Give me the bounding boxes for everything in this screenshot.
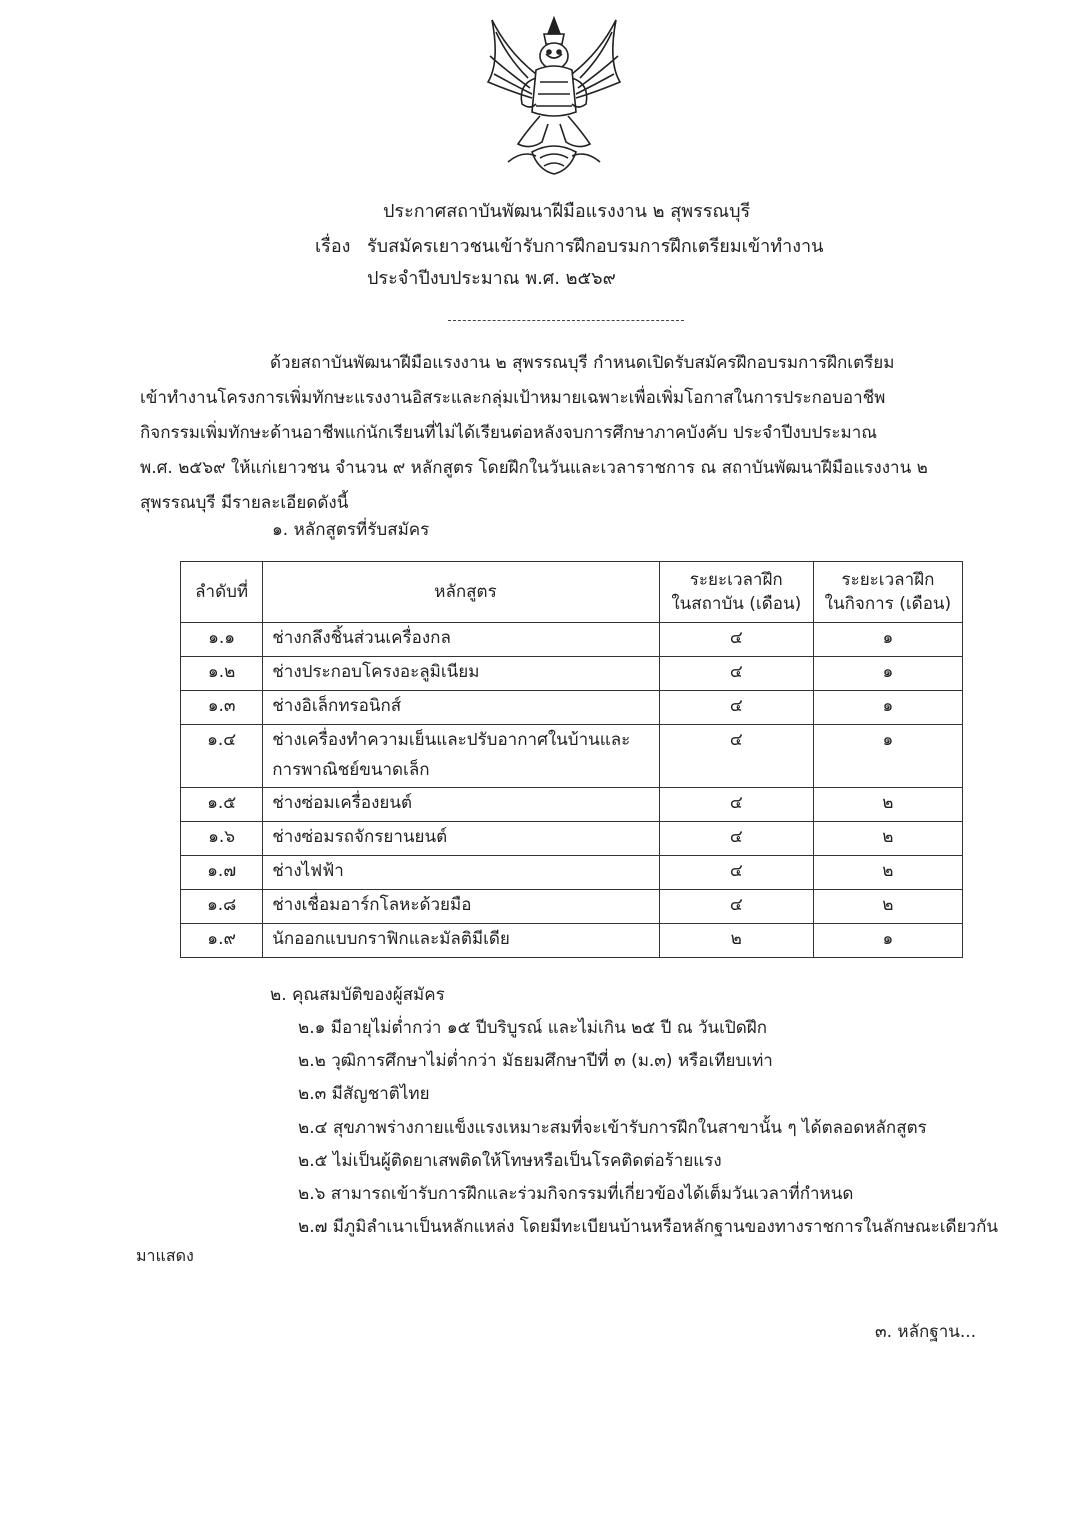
header-ent-line2: ในกิจการ (เดือน) — [824, 594, 952, 614]
intro-line: เข้าทำงานโครงการเพิ่มทักษะแรงงานอิสระและกลุ่มเป้าหมายเฉพาะเพื่อเพิ่มโอกาสในการประกอบอาชีพ — [140, 388, 886, 408]
table-row — [181, 691, 963, 725]
row-ent: ๑ — [813, 623, 962, 657]
garuda-emblem-icon — [478, 12, 630, 178]
qualification-item: ๒.๑ มีอายุไม่ต่ำกว่า ๑๕ ปีบริบูรณ์ และไม่เกิน ๒๕ ปี ณ วันเปิดฝึก — [298, 1018, 768, 1038]
table-header-row — [181, 562, 963, 623]
qualification-item: ๒.๕ ไม่เป็นผู้ติดยาเสพติดให้โทษหรือเป็นโรคติดต่อร้ายแรง — [298, 1151, 722, 1171]
announcement-title: ประกาศสถาบันพัฒนาฝีมือแรงงาน ๒ สุพรรณบุรี — [383, 201, 751, 222]
row-ent: ๒ — [813, 890, 962, 924]
row-no: ๑.๘ — [181, 890, 263, 924]
row-ent: ๑ — [813, 725, 962, 788]
row-inst: ๔ — [659, 856, 813, 890]
row-course: ช่างเชื่อมอาร์กโลหะด้วยมือ — [263, 890, 660, 924]
row-inst: ๔ — [659, 725, 813, 788]
header-divider — [448, 320, 684, 321]
row-inst: ๔ — [659, 890, 813, 924]
header-no: ลำดับที่ — [181, 562, 263, 623]
section1-title: ๑. หลักสูตรที่รับสมัคร — [272, 520, 430, 540]
row-no: ๑.๙ — [181, 924, 263, 958]
row-no: ๑.๕ — [181, 788, 263, 822]
row-course: ช่างซ่อมเครื่องยนต์ — [263, 788, 660, 822]
row-course: ช่างซ่อมรถจักรยานยนต์ — [263, 822, 660, 856]
row-inst: ๔ — [659, 657, 813, 691]
row-no: ๑.๖ — [181, 822, 263, 856]
continuation-text: มาแสดง — [136, 1246, 194, 1265]
row-no: ๑.๓ — [181, 691, 263, 725]
row-course: ช่างประกอบโครงอะลูมิเนียม — [263, 657, 660, 691]
row-inst: ๒ — [659, 924, 813, 958]
header-ent-line1: ระยะเวลาฝึก — [841, 570, 935, 590]
fiscal-year: ประจำปีงบประมาณ พ.ศ. ๒๕๖๙ — [367, 268, 616, 289]
row-course — [263, 725, 660, 788]
row-inst: ๔ — [659, 623, 813, 657]
row-no: ๑.๔ — [181, 725, 263, 788]
row-course: นักออกแบบกราฟิกและมัลติมีเดีย — [263, 924, 660, 958]
header-enterprise-duration — [813, 562, 962, 623]
row-course: ช่างอิเล็กทรอนิกส์ — [263, 691, 660, 725]
header-course: หลักสูตร — [263, 562, 660, 623]
table-row — [181, 890, 963, 924]
qualification-item: ๒.๗ มีภูมิลำเนาเป็นหลักแหล่ง โดยมีทะเบียนบ้านหรือหลักฐานของทางราชการในลักษณะเดียวกัน — [298, 1217, 998, 1237]
table-row — [181, 822, 963, 856]
qualification-item: ๒.๒ วุฒิการศึกษาไม่ต่ำกว่า มัธยมศึกษาปีที่ ๓ (ม.๓) หรือเทียบเท่า — [298, 1051, 773, 1071]
header-inst-line2: ในสถาบัน (เดือน) — [671, 594, 802, 614]
intro-line: พ.ศ. ๒๕๖๙ ให้แก่เยาวชน จำนวน ๙ หลักสูตร โดยฝึกในวันและเวลาราชการ ณ สถาบันพัฒนาฝีมือแรงงาน ๒ — [140, 458, 928, 478]
row-ent: ๒ — [813, 788, 962, 822]
table-row — [181, 623, 963, 657]
courses-table — [180, 561, 963, 958]
subject-label: เรื่อง — [315, 236, 351, 257]
table-row — [181, 924, 963, 958]
qualification-item: ๒.๓ มีสัญชาติไทย — [298, 1084, 430, 1104]
subject-text: รับสมัครเยาวชนเข้ารับการฝึกอบรมการฝึกเตรียมเข้าทำงาน — [367, 236, 824, 257]
qualification-item: ๒.๔ สุขภาพร่างกายแข็งแรงเหมาะสมที่จะเข้ารับการฝึกในสาขานั้น ๆ ได้ตลอดหลักสูตร — [298, 1118, 927, 1138]
row-no: ๑.๗ — [181, 856, 263, 890]
row-ent: ๒ — [813, 822, 962, 856]
qualification-item: ๒.๖ สามารถเข้ารับการฝึกและร่วมกิจกรรมที่เกี่ยวข้องได้เต็มวันเวลาที่กำหนด — [298, 1184, 854, 1204]
section2-title: ๒. คุณสมบัติของผู้สมัคร — [270, 985, 445, 1005]
row-no: ๑.๑ — [181, 623, 263, 657]
row-ent: ๑ — [813, 924, 962, 958]
row-ent: ๑ — [813, 657, 962, 691]
row-course-line1: ช่างเครื่องทำความเย็นและปรับอากาศในบ้านและ — [272, 730, 631, 750]
table-row — [181, 856, 963, 890]
row-inst: ๔ — [659, 788, 813, 822]
intro-line: กิจกรรมเพิ่มทักษะด้านอาชีพแก่นักเรียนที่ไม่ได้เรียนต่อหลังจบการศึกษาภาคบังคับ ประจำปีงบประมาณ — [140, 423, 878, 443]
next-page-marker: ๓. หลักฐาน... — [875, 1322, 977, 1342]
header-institute-duration — [659, 562, 813, 623]
row-course: ช่างกลึงชิ้นส่วนเครื่องกล — [263, 623, 660, 657]
table-row — [181, 657, 963, 691]
header-inst-line1: ระยะเวลาฝึก — [689, 570, 783, 590]
table-row — [181, 788, 963, 822]
row-ent: ๑ — [813, 691, 962, 725]
intro-line: ด้วยสถาบันพัฒนาฝีมือแรงงาน ๒ สุพรรณบุรี กำหนดเปิดรับสมัครฝึกอบรมการฝึกเตรียม — [270, 353, 895, 373]
table-row — [181, 725, 963, 788]
row-course: ช่างไฟฟ้า — [263, 856, 660, 890]
row-no: ๑.๒ — [181, 657, 263, 691]
row-inst: ๔ — [659, 822, 813, 856]
intro-line: สุพรรณบุรี มีรายละเอียดดังนี้ — [140, 493, 349, 513]
intro-paragraph — [140, 346, 990, 521]
row-inst: ๔ — [659, 691, 813, 725]
row-course-line2: การพาณิชย์ขนาดเล็ก — [272, 760, 430, 780]
row-ent: ๒ — [813, 856, 962, 890]
